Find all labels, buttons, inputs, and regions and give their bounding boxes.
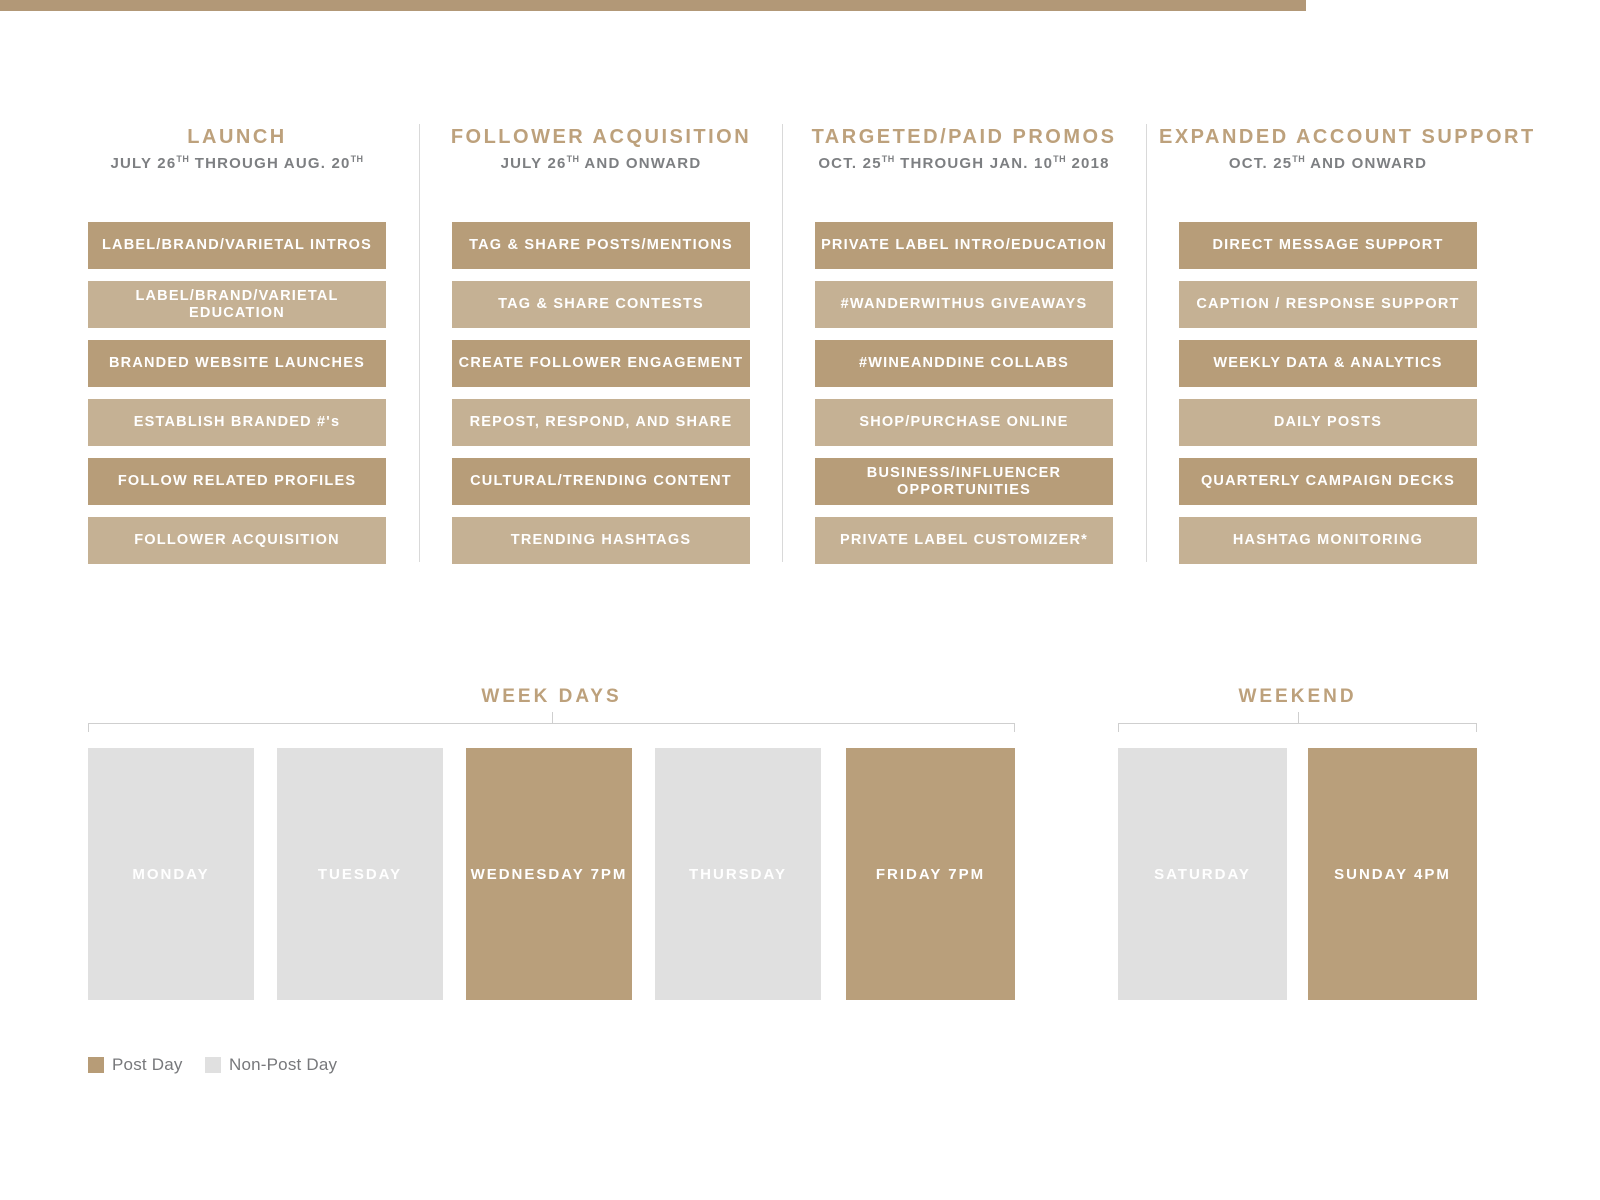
day-box-tuesday [277,748,443,1000]
day-label: TUESDAY [317,865,403,883]
column-title: TARGETED/PAID PROMOS [811,126,1117,148]
item-box: TAG & SHARE CONTESTS [452,281,750,328]
item-box: PRIVATE LABEL CUSTOMIZER* [815,517,1113,564]
bracket-right-tick [1476,723,1477,732]
non-post-day-swatch [205,1057,221,1073]
column-targeted-paid-promos-items [815,222,1113,576]
column-header-targeted-paid-promos [795,126,1133,172]
item-box: ESTABLISH BRANDED #'s [88,399,386,446]
item-box: LABEL/BRAND/VARIETAL INTROS [88,222,386,269]
column-subtitle: JULY 26TH THROUGH AUG. 20TH [110,154,364,172]
weekdays-bracket [88,712,1015,733]
item-box: CREATE FOLLOWER ENGAGEMENT [452,340,750,387]
item-box: REPOST, RESPOND, AND SHARE [452,399,750,446]
bracket-center-tick [552,712,553,723]
column-title: EXPANDED ACCOUNT SUPPORT [1159,126,1536,148]
item-box: DIRECT MESSAGE SUPPORT [1179,222,1477,269]
day-box-wednesday [466,748,632,1000]
column-launch-items [88,222,386,576]
bracket-center-tick [1298,712,1299,723]
item-box: LABEL/BRAND/VARIETAL EDUCATION [88,281,386,328]
item-box: TRENDING HASHTAGS [452,517,750,564]
item-box: WEEKLY DATA & ANALYTICS [1179,340,1477,387]
column-subtitle: OCT. 25TH THROUGH JAN. 10TH 2018 [818,154,1110,172]
item-box: CAPTION / RESPONSE SUPPORT [1179,281,1477,328]
day-box-monday [88,748,254,1000]
day-label: FRIDAY 7PM [875,865,986,883]
day-box-friday [846,748,1015,1000]
post-day-swatch [88,1057,104,1073]
weekend-title: WEEKEND [1238,686,1357,707]
column-header-launch [68,126,406,172]
item-box: FOLLOWER ACQUISITION [88,517,386,564]
item-box: PRIVATE LABEL INTRO/EDUCATION [815,222,1113,269]
item-box: SHOP/PURCHASE ONLINE [815,399,1113,446]
day-label: MONDAY [132,865,210,883]
item-box: BUSINESS/INFLUENCER OPPORTUNITIES [815,458,1113,505]
bracket-left-tick [1118,723,1119,732]
item-box: #WINEANDDINE COLLABS [815,340,1113,387]
day-label: SATURDAY [1154,865,1251,883]
item-box: HASHTAG MONITORING [1179,517,1477,564]
weekend-bracket [1118,712,1477,733]
item-box: FOLLOW RELATED PROFILES [88,458,386,505]
column-expanded-account-support-items [1179,222,1477,576]
non-post-day-label: Non-Post Day [229,1055,338,1074]
column-divider [1146,124,1147,562]
item-box: QUARTERLY CAMPAIGN DECKS [1179,458,1477,505]
column-title: LAUNCH [187,126,287,148]
bracket-right-tick [1014,723,1015,732]
weekdays-title: WEEK DAYS [481,686,622,707]
bracket-line [1118,723,1477,724]
item-box: #WANDERWITHUS GIVEAWAYS [815,281,1113,328]
day-label: THURSDAY [689,865,787,883]
day-box-thursday [655,748,821,1000]
column-header-follower-acquisition [432,126,770,172]
day-label: WEDNESDAY 7PM [470,865,628,883]
day-box-saturday [1118,748,1287,1000]
column-subtitle: OCT. 25TH AND ONWARD [1228,154,1428,172]
item-box: BRANDED WEBSITE LAUNCHES [88,340,386,387]
bracket-left-tick [88,723,89,732]
accent-bar [0,0,1306,11]
day-label: SUNDAY 4PM [1334,865,1451,883]
column-divider [419,124,420,562]
column-follower-acquisition-items [452,222,750,576]
column-subtitle: JULY 26TH AND ONWARD [500,154,702,172]
bracket-line [88,723,1015,724]
day-box-sunday [1308,748,1477,1000]
item-box: DAILY POSTS [1179,399,1477,446]
column-header-expanded-account-support [1159,126,1536,172]
column-title: FOLLOWER ACQUISITION [450,126,752,148]
post-day-label: Post Day [112,1055,183,1074]
item-box: CULTURAL/TRENDING CONTENT [452,458,750,505]
column-divider [782,124,783,562]
item-box: TAG & SHARE POSTS/MENTIONS [452,222,750,269]
